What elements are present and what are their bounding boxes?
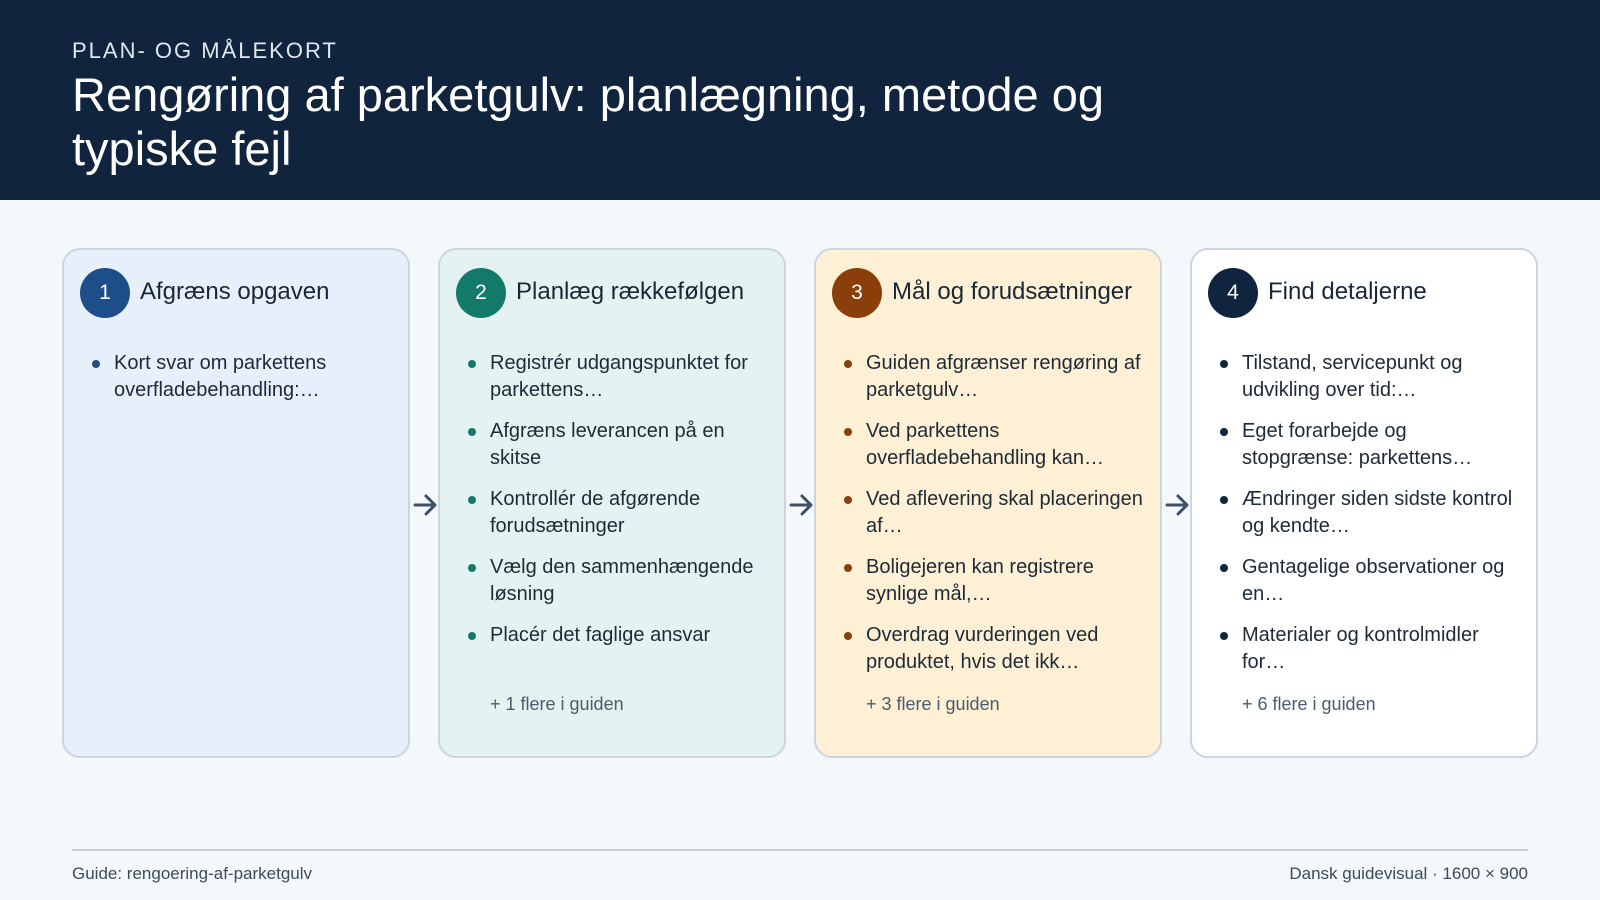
bullet-icon xyxy=(1220,496,1228,504)
bullet-icon xyxy=(468,496,476,504)
list-item xyxy=(1220,486,1520,540)
list-item xyxy=(844,350,1144,404)
list-item xyxy=(844,418,1144,472)
list-item-text: Vælg den sammenhængende løsning xyxy=(490,556,754,605)
bullet-icon xyxy=(92,360,100,368)
list-item-text: Guiden afgrænser rengøring af parketgulv… xyxy=(866,352,1141,401)
footer-source-label: Guide: rengoering-af-parketgulv xyxy=(72,864,313,883)
list-item-text: Eget forarbejde og stopgrænse: parkettens… xyxy=(1242,420,1473,469)
bullet-icon xyxy=(468,360,476,368)
more-in-guide-note: + 6 flere i guiden xyxy=(1242,694,1376,714)
bullet-icon xyxy=(468,632,476,640)
eyebrow-label: PLAN- OG MÅLEKORT xyxy=(72,38,338,63)
step-item-list xyxy=(844,350,1144,690)
step-card-3 xyxy=(814,248,1162,758)
step-item-list xyxy=(92,350,392,418)
step-title: Mål og forudsætninger xyxy=(892,278,1133,305)
list-item-text: Ved aflevering skal placeringen af… xyxy=(866,488,1143,537)
list-item-text: Ændringer siden sidste kontrol og kendte… xyxy=(1242,488,1513,537)
bullet-icon xyxy=(844,360,852,368)
bullet-icon xyxy=(1220,632,1228,640)
list-item-text: Afgræns leverancen på en skitse xyxy=(490,420,725,469)
footer-divider xyxy=(72,849,1528,851)
step-card-header xyxy=(456,268,776,320)
step-number-badge: 1 xyxy=(80,268,130,318)
list-item-text: Tilstand, servicepunkt og udvikling over tid:… xyxy=(1242,352,1463,401)
list-item xyxy=(468,554,768,608)
list-item xyxy=(844,622,1144,676)
bullet-icon xyxy=(1220,564,1228,572)
step-item-list xyxy=(468,350,768,663)
step-title: Planlæg rækkefølgen xyxy=(516,278,745,305)
step-card-header xyxy=(832,268,1152,320)
bullet-icon xyxy=(1220,360,1228,368)
list-item xyxy=(468,350,768,404)
list-item xyxy=(468,418,768,472)
step-title: Afgræns opgaven xyxy=(140,278,330,305)
bullet-icon xyxy=(1220,428,1228,436)
list-item xyxy=(1220,350,1520,404)
step-item-list xyxy=(1220,350,1520,690)
list-item-text: Ved parkettens overfladebehandling kan… xyxy=(866,420,1104,469)
step-card-header xyxy=(80,268,400,320)
list-item-text: Boligejeren kan registrere synlige mål,… xyxy=(866,556,1094,605)
list-item xyxy=(1220,554,1520,608)
list-item xyxy=(468,622,768,649)
list-item xyxy=(92,350,392,404)
list-item-text: Overdrag vurderingen ved produktet, hvis det ikk… xyxy=(866,624,1099,673)
list-item-text: Placér det faglige ansvar xyxy=(490,624,711,646)
page-title: Rengøring af parketgulv: planlægning, metode og typiske fejl xyxy=(72,68,1105,175)
list-item-text: Registrér udgangspunktet for parkettens… xyxy=(490,352,748,401)
step-number-badge: 2 xyxy=(456,268,506,318)
step-number-badge: 4 xyxy=(1208,268,1258,318)
step-card-2 xyxy=(438,248,786,758)
list-item xyxy=(1220,418,1520,472)
step-card-header xyxy=(1208,268,1528,320)
footer-format-label: Dansk guidevisual · 1600 × 900 xyxy=(1289,864,1528,883)
header-band xyxy=(0,0,1600,200)
step-card-4 xyxy=(1190,248,1538,758)
list-item xyxy=(844,554,1144,608)
list-item xyxy=(844,486,1144,540)
bullet-icon xyxy=(468,564,476,572)
step-card-1 xyxy=(62,248,410,758)
list-item-text: Kort svar om parkettens overfladebehandling:… xyxy=(114,352,327,401)
list-item xyxy=(1220,622,1520,676)
list-item-text: Materialer og kontrolmidler for… xyxy=(1242,624,1479,673)
more-in-guide-note: + 3 flere i guiden xyxy=(866,694,1000,714)
arrow-right-icon xyxy=(412,490,440,520)
list-item-text: Gentagelige observationer og en… xyxy=(1242,556,1505,605)
bullet-icon xyxy=(844,496,852,504)
bullet-icon xyxy=(844,564,852,572)
list-item xyxy=(468,486,768,540)
bullet-icon xyxy=(844,428,852,436)
arrow-right-icon xyxy=(1164,490,1192,520)
arrow-right-icon xyxy=(788,490,816,520)
list-item-text: Kontrollér de afgørende forudsætninger xyxy=(490,488,701,537)
step-number-badge: 3 xyxy=(832,268,882,318)
more-in-guide-note: + 1 flere i guiden xyxy=(490,694,624,714)
bullet-icon xyxy=(844,632,852,640)
step-title: Find detaljerne xyxy=(1268,278,1427,305)
bullet-icon xyxy=(468,428,476,436)
